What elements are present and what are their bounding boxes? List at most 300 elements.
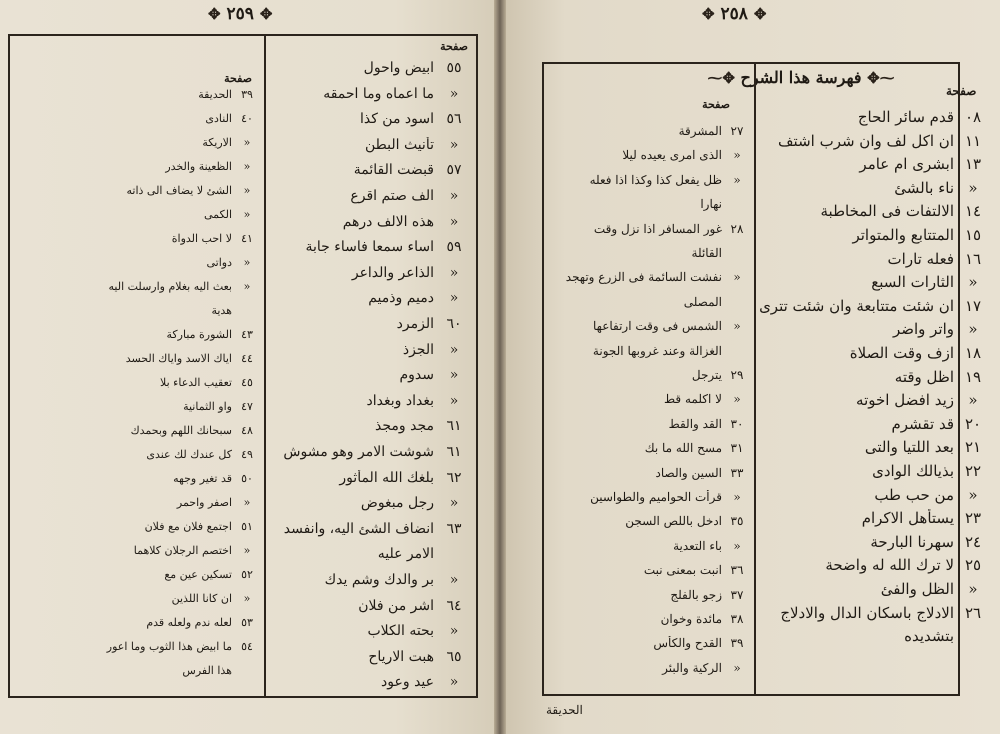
index-entry [548,636,752,650]
entry-page-number: » [449,341,459,358]
index-entry [758,368,992,386]
index-entry [548,270,752,284]
ornament-icon: ✥⁓ [707,69,735,87]
entry-title: القائلة [691,246,722,260]
index-entry [14,400,262,413]
index-entry [268,393,472,409]
entry-page-number: » [968,391,978,410]
entry-page-number: » [243,592,251,605]
entry-title: بذيالك الوادى [872,462,954,480]
entry-title: غور المسافر اذا نزل وقت [593,221,722,236]
entry-page-number: ٢١ [964,438,982,457]
entry-title: بر والدك وشم يدك [324,572,434,588]
entry-page-number: ٥٧ [446,162,462,179]
index-entry [14,328,262,341]
entry-page-number: ٢٩ [730,368,744,382]
index-entry [758,344,992,362]
entry-title: سدوم [399,367,434,384]
entry-title: اظل وقته [894,367,954,386]
entry-page-number: ١٦ [964,249,982,268]
entry-page-number: » [733,319,741,334]
entry-title: اساء سمعا فاساء جابة [305,239,434,256]
entry-title: المتتابع والمتواتر [852,226,954,244]
index-entry [14,304,262,317]
index-entry [14,256,262,269]
entry-title: قبضت القائمة [353,162,434,179]
entry-page-number: ٦١ [446,418,462,435]
entry-page-number: ٢٤ [964,532,982,551]
entry-title: اشر من فلان [358,597,434,614]
index-entry [758,250,992,268]
entry-page-number: » [449,572,459,588]
entry-page-number: » [449,392,459,409]
index-entry [268,111,472,127]
entry-page-number: ٤٧ [241,400,253,413]
entry-title: الكمى [203,208,232,221]
entry-page-number: » [243,136,251,149]
entry-page-number: ٣٦ [730,563,744,578]
index-entry [758,179,992,197]
index-entry [268,60,472,76]
index-entry [268,418,472,434]
entry-title: القد والقط [668,416,722,431]
entry-page-number: ٢٨ [730,221,744,236]
entry-title: قرأت الحواميم والطواسين [590,490,722,504]
entry-title: الظل والفئ [880,580,954,598]
entry-title: واو الثمانية [183,400,232,413]
entry-title: ان كانا اللذين [171,592,232,605]
entry-page-number: » [733,392,741,407]
entry-title: مجد ومجذ [375,418,434,435]
index-entry [14,496,262,509]
index-entry [268,86,472,102]
entry-page-number: ٢٣ [964,509,982,528]
index-entry [14,208,262,221]
entry-title: ما ابيض هذا الثوب وما اعور [106,640,232,653]
entry-title: اصفر واحمر [176,496,232,509]
entry-page-number: ٤٥ [241,376,253,389]
index-entry [268,649,472,665]
index-entry [14,232,262,245]
entry-title: يستأهل الاكرام [861,509,954,528]
index-entry [14,352,262,365]
entry-page-number: » [968,485,978,504]
entry-page-number: ٦٠ [446,316,462,332]
index-entry [14,592,262,605]
entry-page-number: ٣٩ [730,636,744,651]
entry-title: الف صتم اقرع [350,188,434,204]
entry-title: الذى امرى يعيده ليلا [622,148,722,163]
entry-page-number: ٣٨ [730,612,744,626]
entry-title: اختصم الرجلان كلاهما [133,544,232,557]
index-entry [548,246,752,260]
page-footer: الحديقة [546,703,583,717]
entry-page-number: » [243,208,251,221]
entry-title: الادلاج باسكان الدال والادلاج [780,603,954,622]
entry-page-number: ٦٤ [446,597,462,614]
entry-title: عيد وعود [381,674,434,691]
index-entry [758,556,992,574]
entry-title: انبت بمعنى نبت [643,563,722,578]
entry-title: مسح الله ما بك [644,441,722,456]
entry-page-number: ٤٩ [241,448,253,461]
index-entry [758,509,992,527]
entry-title: واتر واضر [892,320,954,339]
left-page-number: ٢٥٩ [226,4,254,24]
index-entry [548,368,752,382]
index-entry [14,640,262,653]
entry-page-number: » [733,660,741,675]
left-page-number-row [208,4,272,24]
index-entry [758,155,992,173]
ornament-icon: ⁓✥ [867,69,895,87]
index-entry [548,441,752,455]
index-entry [548,539,752,553]
entry-title: اياك الاسد واياك الحسد [125,352,232,365]
index-entry [548,148,752,162]
entry-title: باء التعدية [673,538,722,553]
entry-title: الغزالة وعند غروبها الجونة [592,343,722,358]
entry-page-number: ٤١ [241,232,253,245]
index-entry [14,136,262,149]
entry-title: قد تقشرم [891,414,954,433]
col-c-header: صفحة [946,84,977,98]
entry-title: المصلى [683,294,722,309]
index-entry [548,173,752,187]
index-entry [14,112,262,125]
book-gutter [494,0,506,734]
entry-title: لعله ندم ولعله قدم [146,616,232,629]
index-entry [268,188,472,204]
index-entry [758,462,992,480]
entry-title: ادخل باللص السجن [625,514,722,529]
right-page-number-row [702,4,766,24]
entry-title: لا ترك الله له واضحة [825,556,954,575]
entry-title: نفشت السائمة فى الزرع وتهجد [565,270,722,285]
entry-title: الاريكة [202,136,232,149]
entry-page-number: » [449,136,459,153]
entry-title: تعقيب الدعاء بلا [160,376,232,389]
entry-title: يترجل [691,368,722,382]
entry-page-number: ٣٥ [730,514,744,529]
index-entry [14,184,262,197]
index-entry [758,533,992,551]
index-entry [758,108,992,126]
entry-title: ابيض واحول [363,60,434,76]
index-entry [14,424,262,437]
index-entry [268,316,472,332]
entry-title: الظعينة والخدر [165,160,232,173]
entry-page-number: ٣٧ [730,587,744,602]
entry-page-number: ٦٢ [446,469,462,486]
entry-page-number: ٥٢ [241,568,253,581]
entry-page-number: ١٩ [964,367,982,386]
entry-page-number: ٥٣ [241,616,253,629]
entry-title: الحديقة [198,88,232,101]
entry-title: تأنيث البطن [364,136,434,153]
entry-page-number: ٥٩ [446,239,462,256]
right-index-frame [542,62,982,696]
entry-title: سبحانك اللهم وبحمدك [130,424,232,437]
entry-title: الثارات السبع [871,273,954,292]
index-entry [268,239,472,255]
entry-page-number: » [449,213,459,230]
entry-title: هبت الارياح [368,648,434,665]
left-page [0,0,494,734]
entry-title: بعث اليه بغلام وارسلت اليه [108,280,232,293]
entry-title: بلغك الله المأثور [339,469,434,486]
index-entry [548,588,752,602]
entry-page-number: ٥٠ [241,472,253,485]
entry-page-number: ٣٣ [730,465,744,480]
entry-title: لا اكلمه قط [664,392,722,407]
entry-page-number: ١٧ [964,296,982,315]
entry-title: هذه الالف درهم [342,213,434,230]
column-divider [264,36,266,696]
entry-page-number: ٠٨ [964,108,982,126]
entry-page-number: » [733,148,741,163]
index-entry [758,297,992,315]
index-entry [758,391,992,409]
index-entry [548,466,752,480]
entry-page-number: ٤٤ [241,352,253,365]
entry-page-number: » [733,538,741,553]
index-entry [268,674,472,690]
entry-title: هذا الفرس [182,664,232,677]
index-entry [548,124,752,138]
entry-page-number: ٥١ [241,520,253,533]
entry-page-number: » [733,270,741,285]
index-entry [14,280,262,293]
entry-page-number: ١٤ [964,202,982,221]
entry-page-number: » [243,184,251,197]
entry-title: كل عندك لك عندى [146,448,232,461]
col-d-header: صفحة [702,98,730,111]
index-entry [14,616,262,629]
entry-page-number: ٥٥ [446,60,462,76]
index-entry [758,486,992,504]
entry-page-number: ٥٤ [241,640,253,653]
ornament-icon: ✥ [208,5,221,23]
index-entry [758,202,992,220]
index-entry [268,495,472,511]
entry-title: المشرقة [678,124,722,138]
index-entry [14,568,262,581]
index-entry [14,160,262,173]
index-entry [14,520,262,533]
entry-title: اجتمع فلان مع فلان [144,520,232,533]
right-page-number: ٢٥٨ [720,4,748,24]
index-entry [268,265,472,281]
index-entry [268,572,472,588]
index-entry [548,417,752,431]
entry-page-number: » [449,85,459,102]
index-entry [548,344,752,358]
index-entry [548,514,752,528]
index-entry [268,598,472,614]
index-entry [14,448,262,461]
index-entry [14,544,262,557]
entry-page-number: » [449,290,459,307]
entry-page-number: ٣١ [730,441,744,456]
index-entry [758,320,992,338]
entry-title: ما اعماه وما احمقه [323,85,434,102]
entry-title: لا احب الدواة [171,232,232,245]
entry-page-number: » [243,160,251,173]
index-entry [268,367,472,383]
ornament-icon: ✥ [753,5,767,23]
entry-title: ان شئت متتابعة وان شئت تترى [759,296,954,315]
index-entry [14,376,262,389]
entry-title: ناء بالشئ [894,178,954,197]
entry-title: ازف وقت الصلاة [849,344,954,362]
entry-page-number: » [733,490,741,504]
index-entry [548,612,752,626]
entry-page-number: » [449,188,459,204]
entry-title: بتشديده [904,627,954,646]
entry-page-number: » [449,264,459,281]
entry-page-number: » [968,178,978,197]
left-index-frame [8,34,478,698]
entry-page-number: ٢٧ [730,124,744,138]
entry-title: بحته الكلاب [367,623,434,640]
index-entry [268,137,472,153]
index-entry [548,197,752,211]
entry-title: قد تغير وجهه [173,472,232,485]
entry-title: تسكين عين مع [164,568,232,581]
right-page [506,0,1000,734]
entry-title: هدية [211,304,232,317]
index-entry [268,162,472,178]
index-entry [14,472,262,485]
entry-title: الالتفات فى المخاطبة [820,202,954,221]
entry-page-number: » [449,367,459,384]
index-entry [758,132,992,150]
index-entry [548,222,752,236]
entry-title: الشورة مباركة [166,328,232,341]
entry-page-number: ٢٦ [964,603,982,622]
entry-page-number: » [243,496,251,509]
entry-page-number: » [449,623,459,640]
entry-title: بغداد وبغداد [366,392,434,409]
entry-title: زجو بالفلج [670,587,722,602]
index-entry [548,661,752,675]
index-entry [268,521,472,537]
entry-page-number: » [243,280,251,293]
entry-title: نهارا [700,197,722,212]
entry-page-number: ٢٠ [964,414,982,433]
entry-title: شوشت الامر وهو مشوش [283,444,434,460]
entry-title: اسود من كذا [359,111,434,128]
col-a-header: صفحة [440,40,468,53]
index-entry [268,290,472,306]
entry-page-number: » [449,495,459,512]
entry-title: الذاعر والداعر [351,264,434,281]
index-entry [758,580,992,598]
index-entry [758,627,992,645]
entry-page-number: » [243,256,251,269]
entry-page-number: ١٣ [964,155,982,174]
entry-title: من حب طب [874,485,954,504]
index-entry [14,664,262,677]
entry-page-number: » [243,544,251,557]
index-entry [268,623,472,639]
entry-page-number: ٦٣ [446,520,462,537]
entry-title: سهرنا البارحة [870,532,954,551]
entry-title: ابشرى ام عامر [859,155,954,174]
entry-title: رجل مبغوض [360,495,434,512]
entry-page-number: ١١ [964,131,982,150]
entry-page-number: ٥٦ [446,111,462,128]
index-entry [14,88,262,101]
index-entry [548,319,752,333]
entry-title: الركية والبئر [662,660,722,675]
entry-page-number: ٤٨ [241,424,253,437]
index-entry [548,392,752,406]
index-entry [758,415,992,433]
entry-page-number: ٦١ [446,444,462,460]
entry-title: دميم وذميم [368,290,434,307]
entry-page-number: » [968,320,978,339]
entry-title: السين والصاد [655,465,722,480]
entry-page-number: ٣٩ [241,88,253,101]
entry-title: فعله تارات [887,249,954,268]
index-title-text: فهرسة هذا الشرح [740,68,862,87]
entry-page-number: ٤٠ [241,112,253,125]
index-entry [268,214,472,230]
entry-title: القدح والكأس [653,636,722,651]
index-entry [548,563,752,577]
entry-page-number: ١٥ [964,226,982,244]
entry-page-number: » [968,273,978,292]
entry-page-number: » [968,580,978,598]
entry-title: الشئ لا يضاف الى ذاته [126,184,232,197]
entry-title: بعد اللتيا والتى [864,438,954,457]
index-entry [268,470,472,486]
ornament-icon: ✥ [259,5,273,23]
ornament-icon: ✥ [702,5,715,23]
entry-title: الامر عليه [377,546,434,563]
entry-title: ظل يفعل كذا وكذا اذا فعله [589,172,722,187]
index-entry [758,438,992,456]
index-entry [758,226,992,244]
col-b-header: صفحة [224,72,252,85]
entry-page-number: ٦٥ [446,648,462,665]
index-entry [548,295,752,309]
entry-title: النادى [205,112,232,125]
entry-title: ان اكل لف وان شرب اشتف [778,131,954,150]
column-divider [754,64,756,694]
entry-title: دواتى [206,256,232,269]
entry-page-number: ٢٥ [964,556,982,575]
index-entry [268,342,472,358]
entry-title: الزمرد [396,316,434,332]
entry-title: الشمس فى وقت ارتفاعها [593,319,722,334]
entry-title: زيد افضل اخوته [856,391,954,410]
index-entry [758,273,992,291]
entry-page-number: ١٨ [964,344,982,362]
entry-page-number: » [449,674,459,691]
index-entry [268,444,472,460]
entry-title: انضاف الشئ اليه، وانفسد [283,520,434,537]
entry-title: الجزذ [402,341,434,358]
entry-page-number: ٤٣ [241,328,253,341]
index-entry [268,546,472,562]
entry-page-number: ٢٢ [964,462,982,480]
index-entry [548,490,752,504]
entry-page-number: ٣٠ [730,416,744,431]
entry-title: قدم سائر الحاج [857,108,954,126]
